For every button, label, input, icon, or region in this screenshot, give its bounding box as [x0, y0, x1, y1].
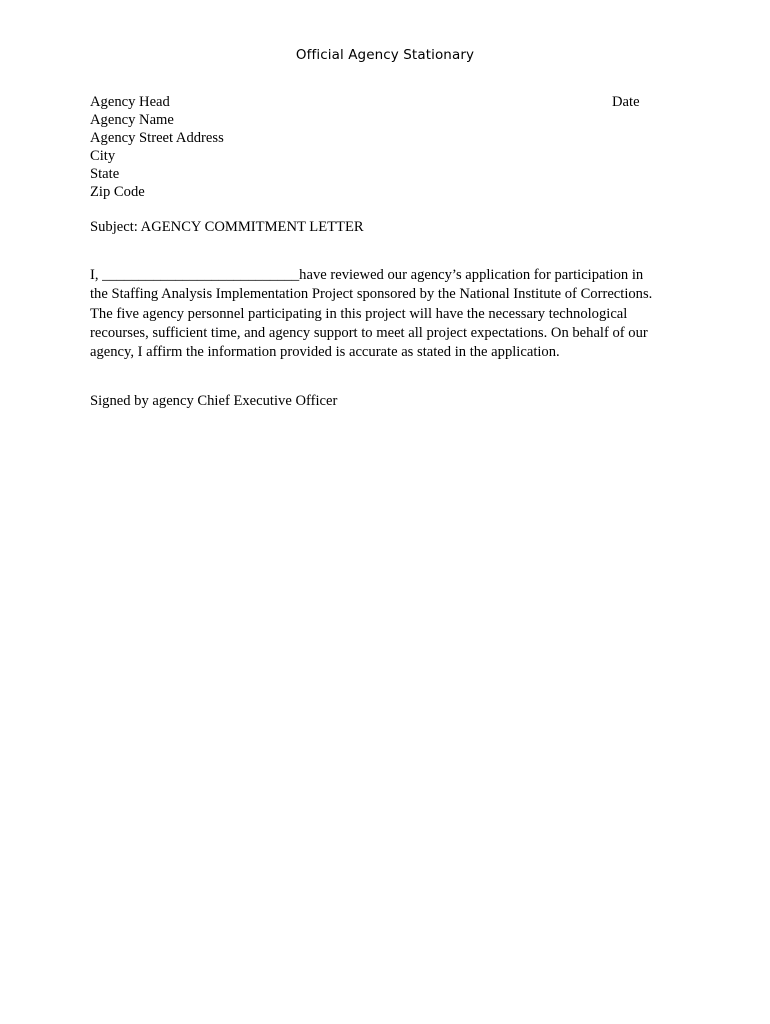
address-line-state: State — [90, 166, 120, 182]
recipient-address-block — [90, 93, 650, 201]
body-line: The five agency personnel participating in this project will have the necessary technological — [90, 305, 628, 322]
body-line: agency, I affirm the information provided is accurate as stated in the application. — [90, 344, 560, 361]
subject-line: Subject: AGENCY COMMITMENT LETTER — [90, 219, 364, 235]
body-line: the Staffing Analysis Implementation Project sponsored by the National Institute of Corrections. — [90, 286, 653, 303]
address-line-city: City — [90, 148, 116, 164]
signature-line: Signed by agency Chief Executive Officer — [90, 393, 338, 409]
date-label: Date — [612, 94, 640, 110]
address-line-zip: Zip Code — [90, 184, 145, 200]
body-paragraph — [90, 266, 690, 362]
body-line: recourses, sufficient time, and agency support to meet all project expectations. On behalf of our — [90, 324, 648, 341]
address-line-agency-head: Agency Head — [90, 94, 170, 110]
address-line-agency-name: Agency Name — [90, 112, 174, 128]
letterhead-title: Official Agency Stationary — [295, 47, 475, 63]
address-line-street: Agency Street Address — [90, 130, 224, 146]
body-line: I, ___________________________have reviewed our agency’s application for participation in — [90, 267, 644, 283]
